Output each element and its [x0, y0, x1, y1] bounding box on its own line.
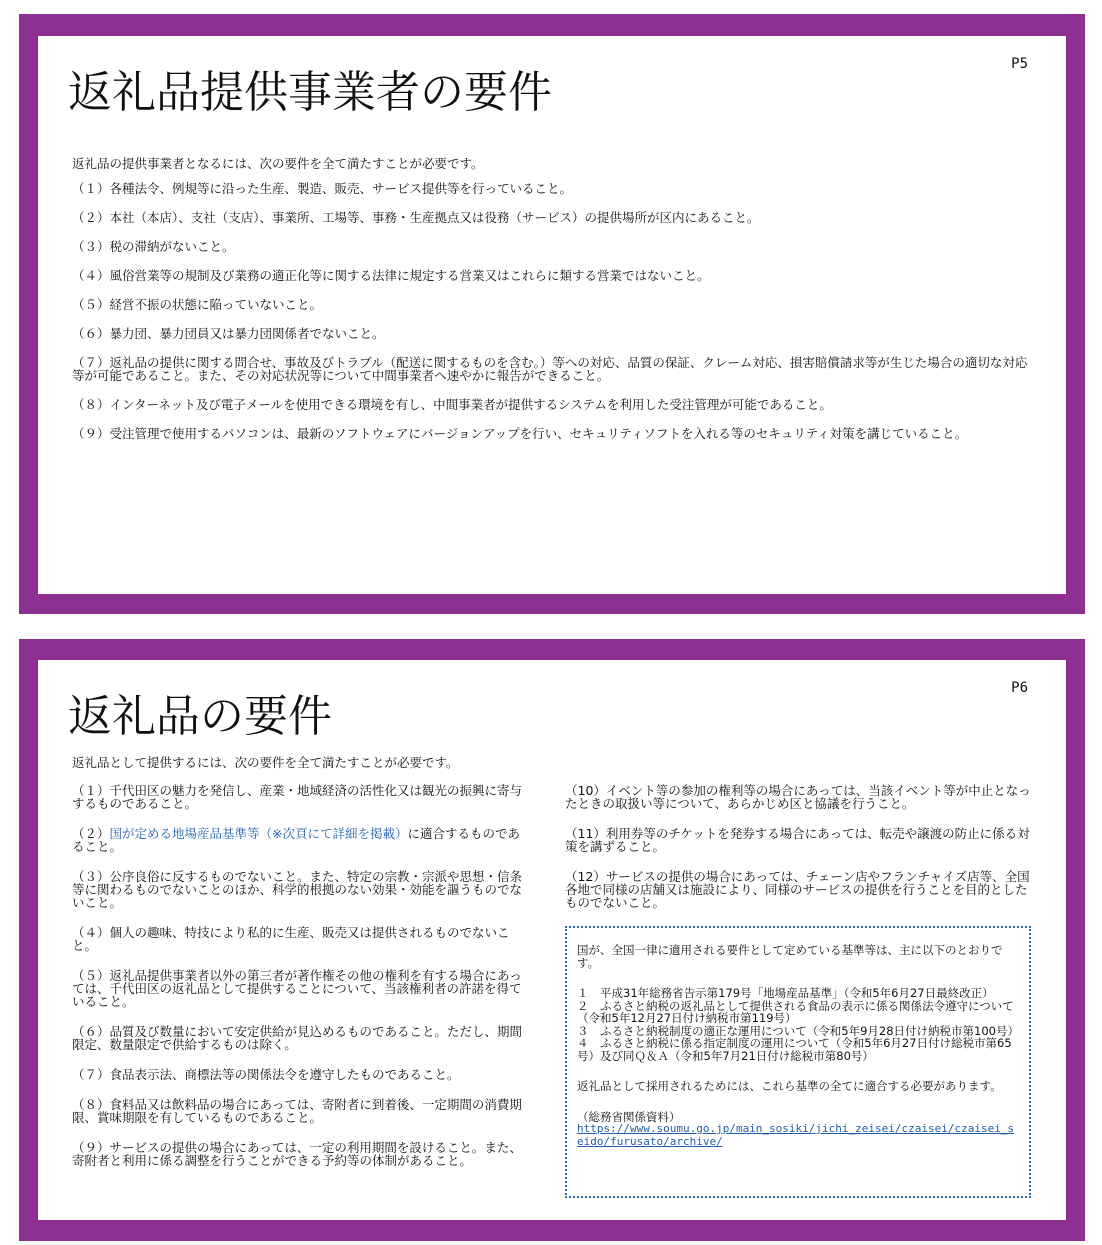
list-item: ３ ふるさと納税制度の適正な運用について（令和5年9月28日付け納税市第100号） — [577, 1023, 1019, 1038]
item-suffix: に適合するものであること。 — [72, 826, 521, 854]
local-product-standard-link[interactable]: 国が定める地場産品基準等（※次頁にて詳細を掲載） — [109, 826, 408, 841]
slide-p6-content — [38, 660, 1066, 1220]
reference-link[interactable]: https://www.soumu.go.jp/main_sosiki/jichi_zeisei/czaisei/czaisei_seido/furusato/archive/ — [577, 1122, 1015, 1148]
list-item: （10）イベント等の参加の権利等の場合にあっては、当該イベント等が中止となったときの取扱い等について、あらかじめ区と協議を行うこと。 — [565, 783, 1031, 811]
note-requirement: 返礼品として採用されるためには、これら基準の全てに適合する必要があります。 — [577, 1079, 1002, 1093]
list-item: （11）利用券等のチケットを発券する場合にあっては、転売や譲渡の防止に係る対策を講ずること。 — [565, 826, 1030, 854]
slide-p6 — [19, 639, 1085, 1241]
list-item: （４）風俗営業等の規制及び業務の適正化等に関する法律に規定する営業又はこれらに類する営業ではないこと。 — [72, 268, 710, 283]
list-item: （３）公序良俗に反するものでないこと。また、特定の宗教・宗派や思想・信条等に関わるものでないことのほか、科学的根拠のない効果・効能を謳うものでないこと。 — [72, 869, 523, 910]
item-prefix: （２） — [72, 826, 110, 841]
page-number: P5 — [1011, 56, 1028, 72]
list-item: （９）受注管理で使用するパソコンは、最新のソフトウェアにバージョンアップを行い、セキュリティソフトを入れる等のセキュリティ対策を講じていること。 — [72, 426, 968, 441]
list-item: （５）返礼品提供事業者以外の第三者が著作権その他の権利を有する場合にあっては、千代田区の返礼品として提供することについて、当該権利者の許諾を得ていること。 — [72, 968, 522, 1009]
requirements-list — [72, 182, 1032, 456]
list-item: （12）サービスの提供の場合にあっては、チェーン店やフランチャイズ店等、全国各地で同様の店舗又は施設により、同様のサービスの提供を行うことを目的としたものでないこと。 — [565, 869, 1030, 910]
note-intro: 国が、全国一律に適用される要件として定めている基準等は、主に以下のとおりです。 — [577, 943, 1003, 970]
page-title: 返礼品提供事業者の要件 — [68, 67, 552, 118]
list-item: （７）返礼品の提供に関する問合せ、事故及びトラブル（配送に関するものを含む。）等への対応、品質の保証、クレーム対応、損害賠償請求等が生じた場合の適切な対応等が可能であること。また、その対応状況等について中間事業者へ速やかに報告ができること。 — [72, 355, 1028, 383]
list-item: （９）サービスの提供の場合にあっては、一定の利用期間を設けること。また、寄附者と利用に係る調整を行うことができる予約等の体制があること。 — [72, 1140, 522, 1168]
list-item: （６）品質及び数量において安定供給が見込めるものであること。ただし、期間限定、数量限定で供給するものは除く。 — [72, 1024, 523, 1052]
requirements-left-column — [72, 784, 527, 1184]
list-item: （１）各種法令、例規等に沿った生産、製造、販売、サービス提供等を行っていること。 — [72, 181, 573, 196]
list-item: ４ ふるさと納税に係る指定制度の運用について（令和5年6月27日付け総税市第65号）及び同Ｑ＆Ａ（令和5年7月21日付け総税市第80号） — [577, 1036, 1012, 1063]
list-item: （８）食料品又は飲料品の場合にあっては、寄附者に到着後、一定期間の消費期限、賞味期限を有しているものであること。 — [72, 1097, 522, 1125]
slide-p5-content — [38, 36, 1066, 594]
requirements-right-column — [565, 784, 1035, 926]
list-item: １ 平成31年総務省告示第179号「地場産品基準」（令和5年6月27日最終改正） — [577, 986, 994, 1000]
list-item: （１）千代田区の魅力を発信し、産業・地域経済の活性化又は観光の振興に寄与するものであること。 — [72, 783, 523, 811]
list-item: （６）暴力団、暴力団員又は暴力団関係者でないこと。 — [72, 326, 385, 341]
list-item: （３）税の滞納がないこと。 — [72, 239, 235, 254]
list-item: （５）経営不振の状態に陥っていないこと。 — [72, 297, 323, 312]
national-standards-note — [565, 926, 1031, 1198]
list-item: （８）インターネット及び電子メールを使用できる環境を有し、中間事業者が提供するシステムを利用した受注管理が可能であること。 — [72, 397, 832, 412]
list-item: （２）本社（本店）、支社（支店）、事業所、工場等、事務・生産拠点又は役務（サービス）の提供場所が区内にあること。 — [72, 210, 760, 225]
reference-label: （総務省関係資料） — [577, 1109, 681, 1124]
standards-list — [577, 987, 1019, 1062]
page-number: P6 — [1011, 680, 1028, 696]
page-title: 返礼品の要件 — [68, 691, 332, 742]
intro-text: 返礼品の提供事業者となるには、次の要件を全て満たすことが必要です。 — [72, 156, 484, 171]
list-item-2 — [72, 827, 527, 853]
intro-text: 返礼品として提供するには、次の要件を全て満たすことが必要です。 — [72, 755, 459, 770]
list-item: ２ ふるさと納税の返礼品として提供される食品の表示に係る関係法令遵守について（令和5年12月27日付け納税市第119号） — [577, 998, 1014, 1025]
list-item: （７）食品表示法、商標法等の関係法令を遵守したものであること。 — [72, 1067, 460, 1082]
slide-p5 — [19, 14, 1085, 614]
list-item: （４）個人の趣味、特技により私的に生産、販売又は提供されるものでないこと。 — [72, 925, 510, 953]
